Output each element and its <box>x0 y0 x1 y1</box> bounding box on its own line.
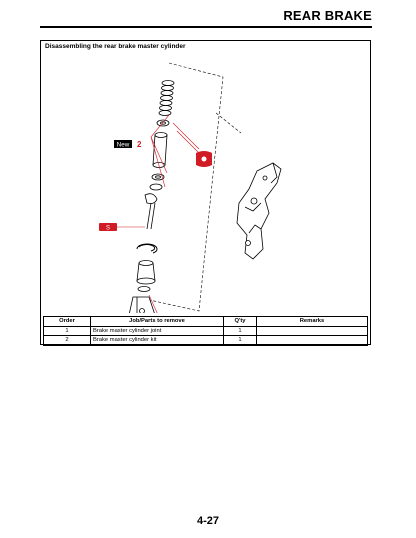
new-callout <box>114 140 132 149</box>
row-job: Brake master cylinder kit <box>91 336 224 346</box>
page-header-title: REAR BRAKE <box>283 8 372 23</box>
row-qty: 1 <box>224 326 257 336</box>
exploded-view-illustration <box>41 53 370 313</box>
new-callout-label: New <box>116 141 130 149</box>
col-header-qty: Q'ty <box>224 317 257 327</box>
piston-part <box>153 133 167 168</box>
callout-number-2: 2 <box>137 140 142 149</box>
row-job: Brake master cylinder joint <box>91 326 224 336</box>
row-qty: 1 <box>224 336 257 346</box>
svg-text:S: S <box>105 225 111 232</box>
header-rule <box>40 26 372 28</box>
circlip-part <box>137 244 157 253</box>
parts-table <box>43 316 368 346</box>
silicone-fluid-icon <box>99 223 117 232</box>
col-header-job: Job/Parts to remove <box>91 317 224 327</box>
row-order: 2 <box>44 336 91 346</box>
section-title: Disassembling the rear brake master cylinder <box>45 43 186 50</box>
col-header-remarks: Remarks <box>257 317 368 327</box>
cup-seal-part <box>157 120 169 126</box>
boot-part <box>137 261 155 285</box>
master-cylinder-body <box>237 163 281 259</box>
push-rod-part <box>145 194 157 229</box>
grease-icon <box>196 151 212 167</box>
parts-table-header <box>44 317 368 327</box>
illustration-frame <box>40 40 371 345</box>
row-order: 1 <box>44 326 91 336</box>
page-number: 4-27 <box>196 515 220 527</box>
nut-part <box>138 287 150 292</box>
spring-part <box>159 81 174 116</box>
table-row <box>44 326 368 336</box>
row-remarks <box>257 336 368 346</box>
col-header-order: Order <box>44 317 91 327</box>
table-row <box>44 336 368 346</box>
row-remarks <box>257 326 368 336</box>
